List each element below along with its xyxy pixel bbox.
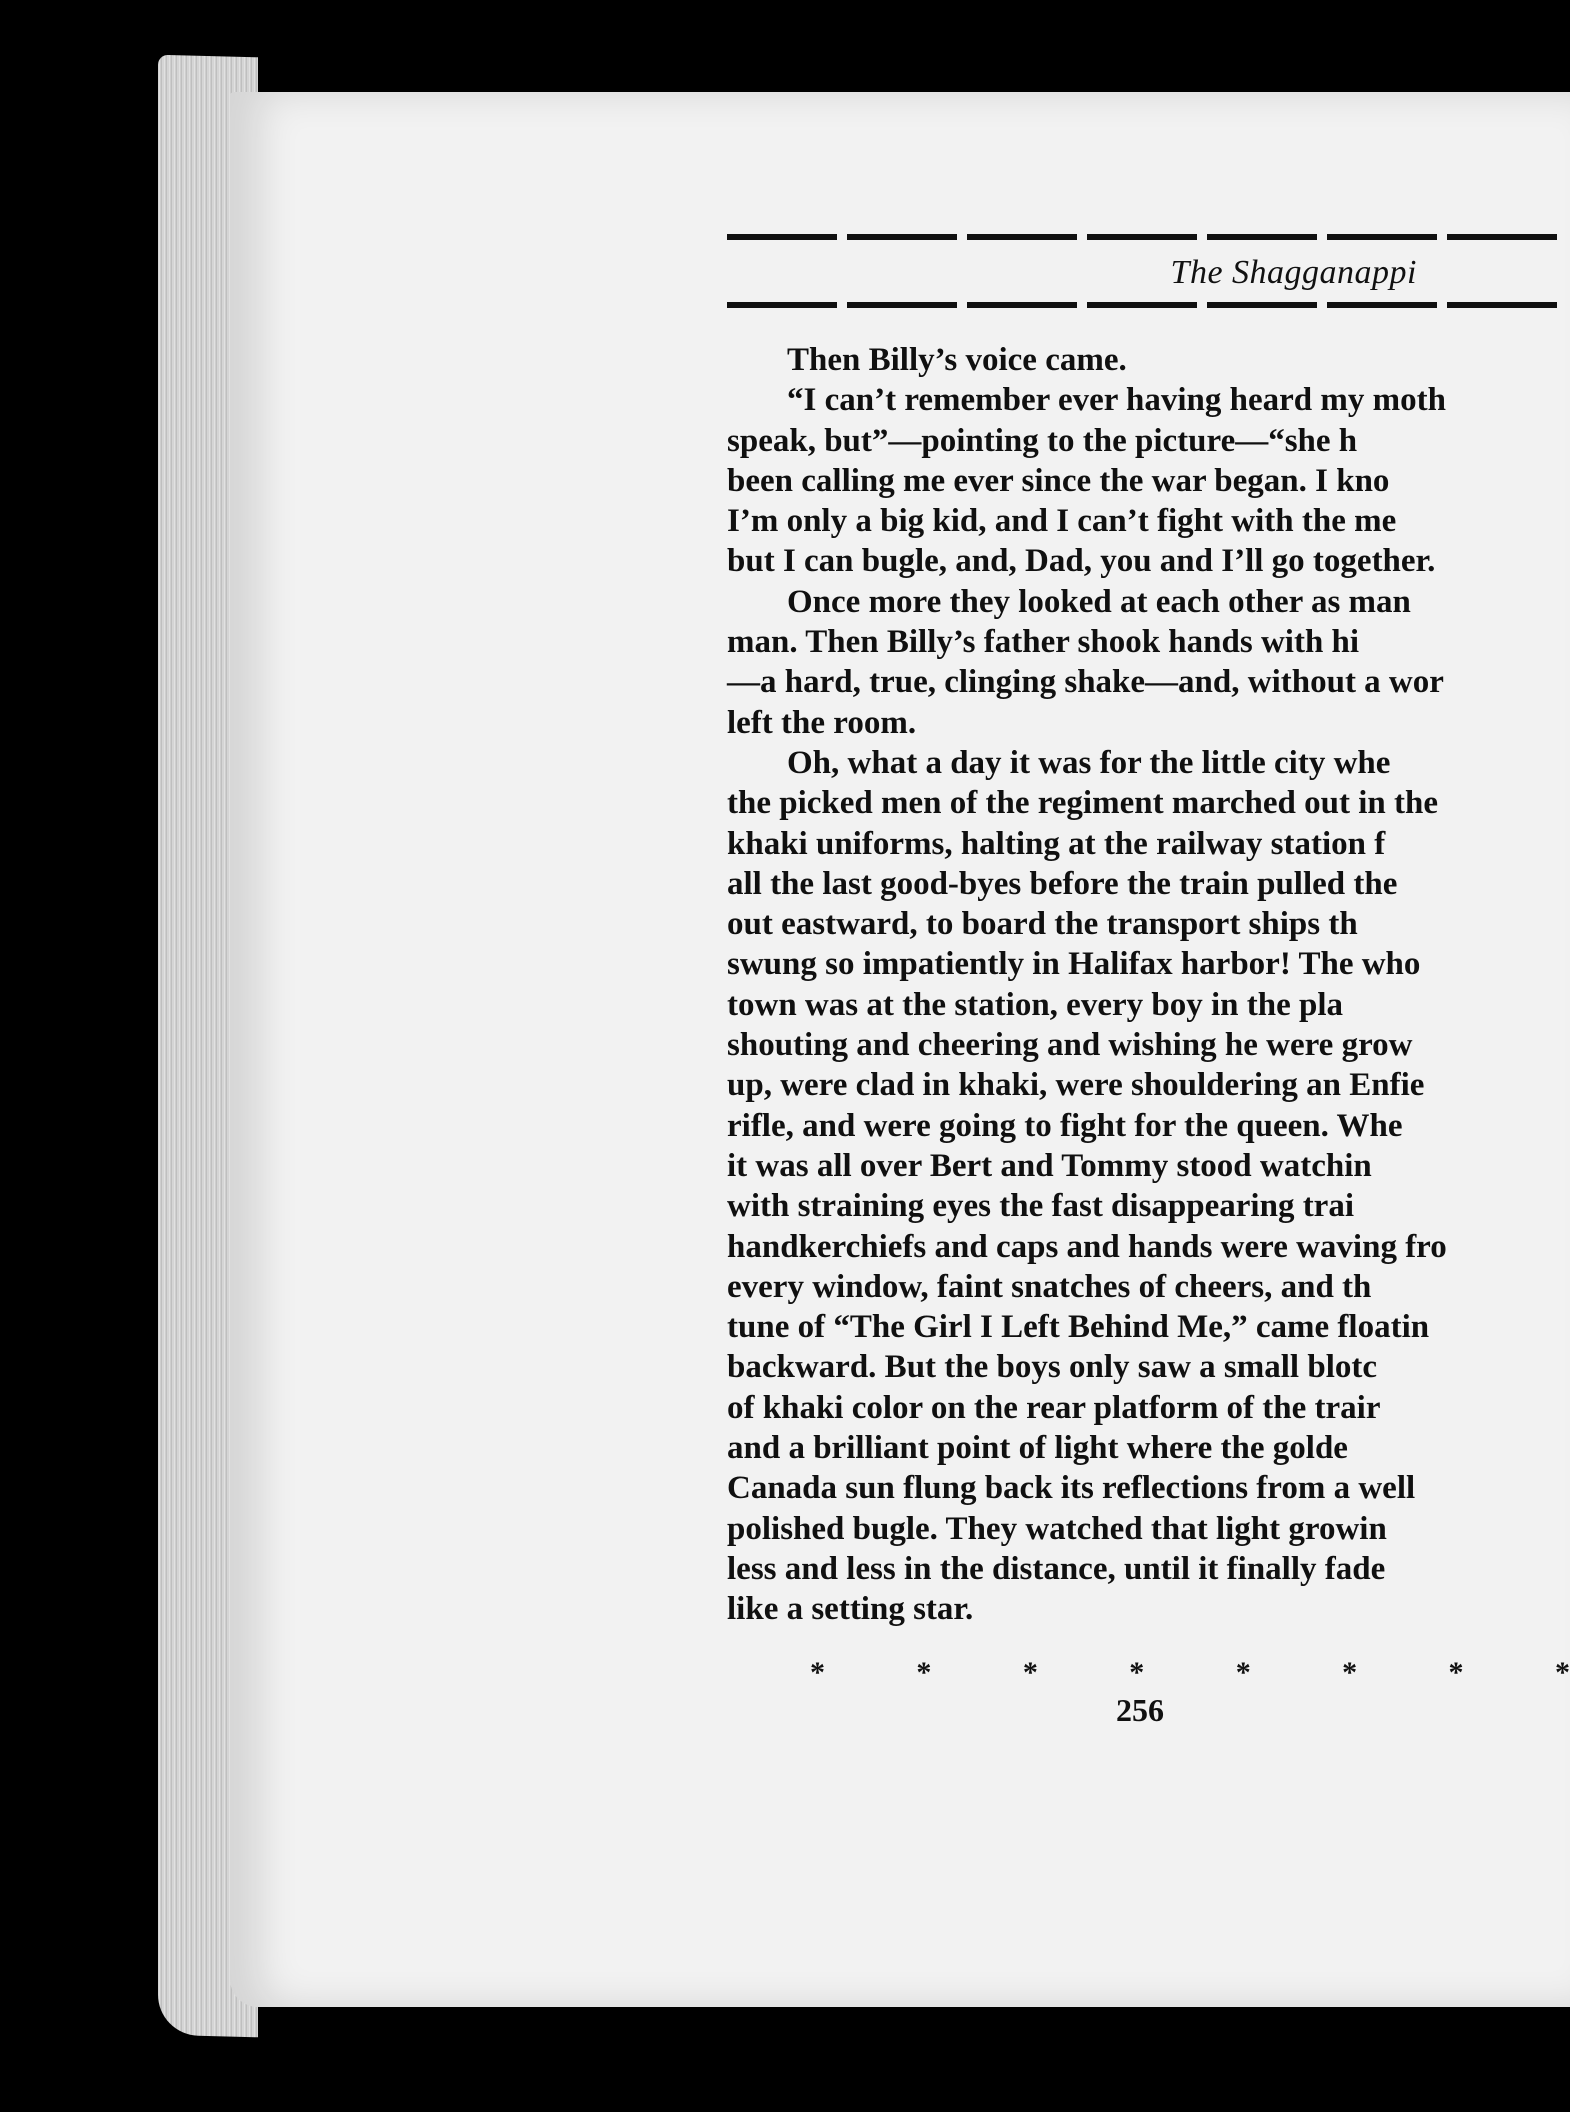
text-line: backward. But the boys only saw a small blotc [727, 1349, 1377, 1386]
text-line: with straining eyes the fast disappearing trai [727, 1188, 1354, 1225]
text-line: swung so impatiently in Halifax harbor! The who [727, 946, 1421, 983]
page-number: 256 [1116, 1692, 1164, 1728]
text-line: and a brilliant point of light where the golde [727, 1430, 1348, 1467]
text-line: Once more they looked at each other as man [787, 583, 1411, 620]
text-line: of khaki color on the rear platform of the trair [727, 1389, 1381, 1426]
asterisk: * [1554, 1656, 1570, 1689]
text-line: the picked men of the regiment marched out in the [727, 785, 1438, 822]
text-line: out eastward, to board the transport ships th [727, 906, 1358, 943]
asterisk: * [1448, 1656, 1464, 1689]
text-line: I’m only a big kid, and I can’t fight with the me [727, 503, 1397, 540]
text-line: up, were clad in khaki, were shouldering an Enfie [727, 1067, 1425, 1104]
asterisk: * [1235, 1656, 1251, 1689]
asterisk: * [810, 1656, 825, 1689]
asterisk: * [916, 1656, 932, 1689]
text-line: polished bugle. They watched that light growin [727, 1510, 1387, 1547]
text-line: like a setting star. [727, 1591, 974, 1628]
text-line: Then Billy’s voice came. [787, 342, 1127, 378]
head-rule-top [727, 234, 1567, 240]
text-line: every window, faint snatches of cheers, and th [727, 1268, 1372, 1305]
asterisk: * [1342, 1656, 1358, 1689]
text-line: been calling me ever since the war began. I kno [727, 462, 1390, 499]
text-line: Canada sun flung back its reflections from a well [727, 1470, 1416, 1507]
head-rule-bottom [727, 302, 1567, 308]
text-line: “I can’t remember ever having heard my moth [787, 382, 1446, 419]
text-line: handkerchiefs and caps and hands were waving fro [727, 1228, 1447, 1265]
asterisk: * [1022, 1656, 1038, 1689]
text-line: but I can bugle, and, Dad, you and I’ll go together. [727, 543, 1436, 580]
section-break [810, 1656, 1570, 1696]
running-head-title: The Shagganappi [1170, 254, 1417, 291]
text-line: all the last good-byes before the train pulled the [727, 865, 1398, 902]
text-line: khaki uniforms, halting at the railway station f [727, 825, 1386, 862]
text-line: Oh, what a day it was for the little city whe [787, 744, 1391, 781]
text-line: man. Then Billy’s father shook hands with hi [727, 624, 1360, 661]
text-line: shouting and cheering and wishing he were grow [727, 1027, 1413, 1064]
text-line: less and less in the distance, until it finally fade [727, 1550, 1386, 1587]
body-text [727, 340, 1557, 1680]
text-line: left the room. [727, 704, 917, 741]
asterisk: * [1129, 1656, 1145, 1689]
text-line: it was all over Bert and Tommy stood watchin [727, 1147, 1372, 1184]
running-head [727, 234, 1567, 314]
text-line: —a hard, true, clinging shake—and, without a wor [727, 664, 1444, 701]
text-line: tune of “The Girl I Left Behind Me,” came floatin [727, 1309, 1430, 1346]
text-line: speak, but”—pointing to the picture—“she h [727, 422, 1358, 459]
text-line: town was at the station, every boy in the pla [727, 986, 1343, 1023]
text-line: rifle, and were going to fight for the queen. Whe [727, 1107, 1403, 1144]
